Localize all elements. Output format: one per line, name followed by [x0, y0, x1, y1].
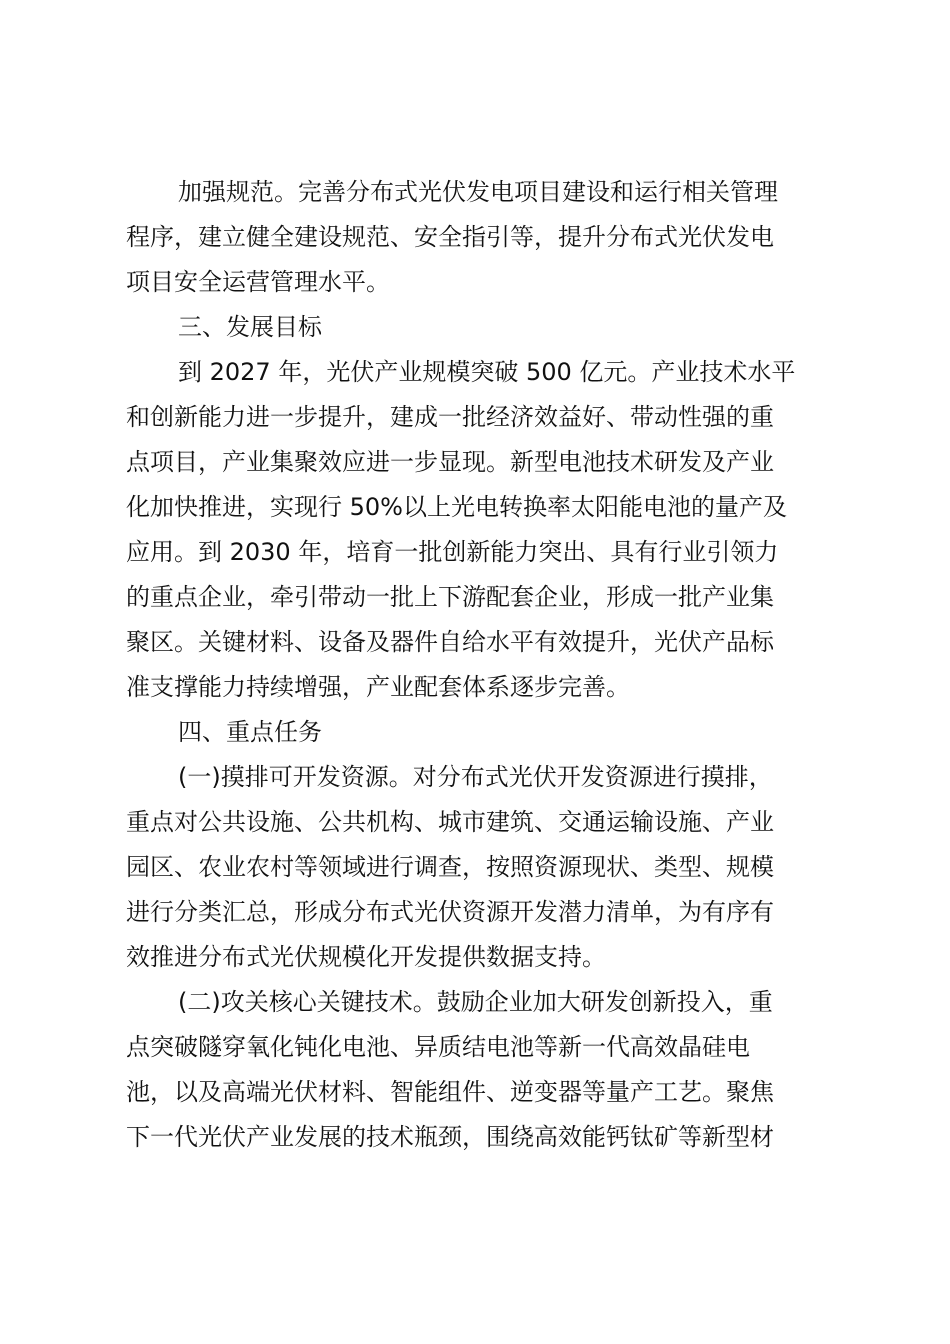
paragraph-key-technology-line-1: (二)攻关核心关键技术。鼓励企业加大研发创新投入，重 — [178, 988, 773, 1016]
paragraph-standardization-line-2: 程序，建立健全建设规范、安全指引等，提升分布式光伏发电 — [126, 223, 774, 251]
document-body — [126, 170, 826, 1160]
paragraph-goals-line-8: 准支撑能力持续增强，产业配套体系逐步完善。 — [126, 673, 630, 701]
paragraph-resource-survey-line-4: 进行分类汇总，形成分布式光伏资源开发潜力清单，为有序有 — [126, 898, 774, 926]
section-heading-development-goals: 三、发展目标 — [178, 313, 322, 341]
paragraph-goals-line-5: 应用。到 2030 年，培育一批创新能力突出、具有行业引领力 — [126, 538, 779, 566]
paragraph-goals-line-3: 点项目，产业集聚效应进一步显现。新型电池技术研发及产业 — [126, 448, 774, 476]
paragraph-key-technology-line-2: 点突破隧穿氧化钝化电池、异质结电池等新一代高效晶硅电 — [126, 1033, 750, 1061]
paragraph-resource-survey-line-5: 效推进分布式光伏规模化开发提供数据支持。 — [126, 943, 606, 971]
paragraph-goals-line-1: 到 2027 年，光伏产业规模突破 500 亿元。产业技术水平 — [178, 358, 796, 386]
paragraph-resource-survey-line-1: (一)摸排可开发资源。对分布式光伏开发资源进行摸排， — [178, 763, 773, 791]
paragraph-resource-survey-line-2: 重点对公共设施、公共机构、城市建筑、交通运输设施、产业 — [126, 808, 774, 836]
paragraph-goals-line-4: 化加快推进，实现行 50%以上光电转换率太阳能电池的量产及 — [126, 493, 787, 521]
paragraph-standardization-line-1: 加强规范。完善分布式光伏发电项目建设和运行相关管理 — [178, 178, 778, 206]
paragraph-standardization-line-3: 项目安全运营管理水平。 — [126, 268, 390, 296]
paragraph-goals-line-2: 和创新能力进一步提升，建成一批经济效益好、带动性强的重 — [126, 403, 774, 431]
paragraph-key-technology-line-4: 下一代光伏产业发展的技术瓶颈，围绕高效能钙钛矿等新型材 — [126, 1123, 774, 1151]
paragraph-goals-line-7: 聚区。关键材料、设备及器件自给水平有效提升，光伏产品标 — [126, 628, 774, 656]
paragraph-goals-line-6: 的重点企业，牵引带动一批上下游配套企业，形成一批产业集 — [126, 583, 774, 611]
section-heading-key-tasks: 四、重点任务 — [178, 718, 322, 746]
paragraph-key-technology-line-3: 池，以及高端光伏材料、智能组件、逆变器等量产工艺。聚焦 — [126, 1078, 774, 1106]
paragraph-resource-survey-line-3: 园区、农业农村等领域进行调查，按照资源现状、类型、规模 — [126, 853, 774, 881]
